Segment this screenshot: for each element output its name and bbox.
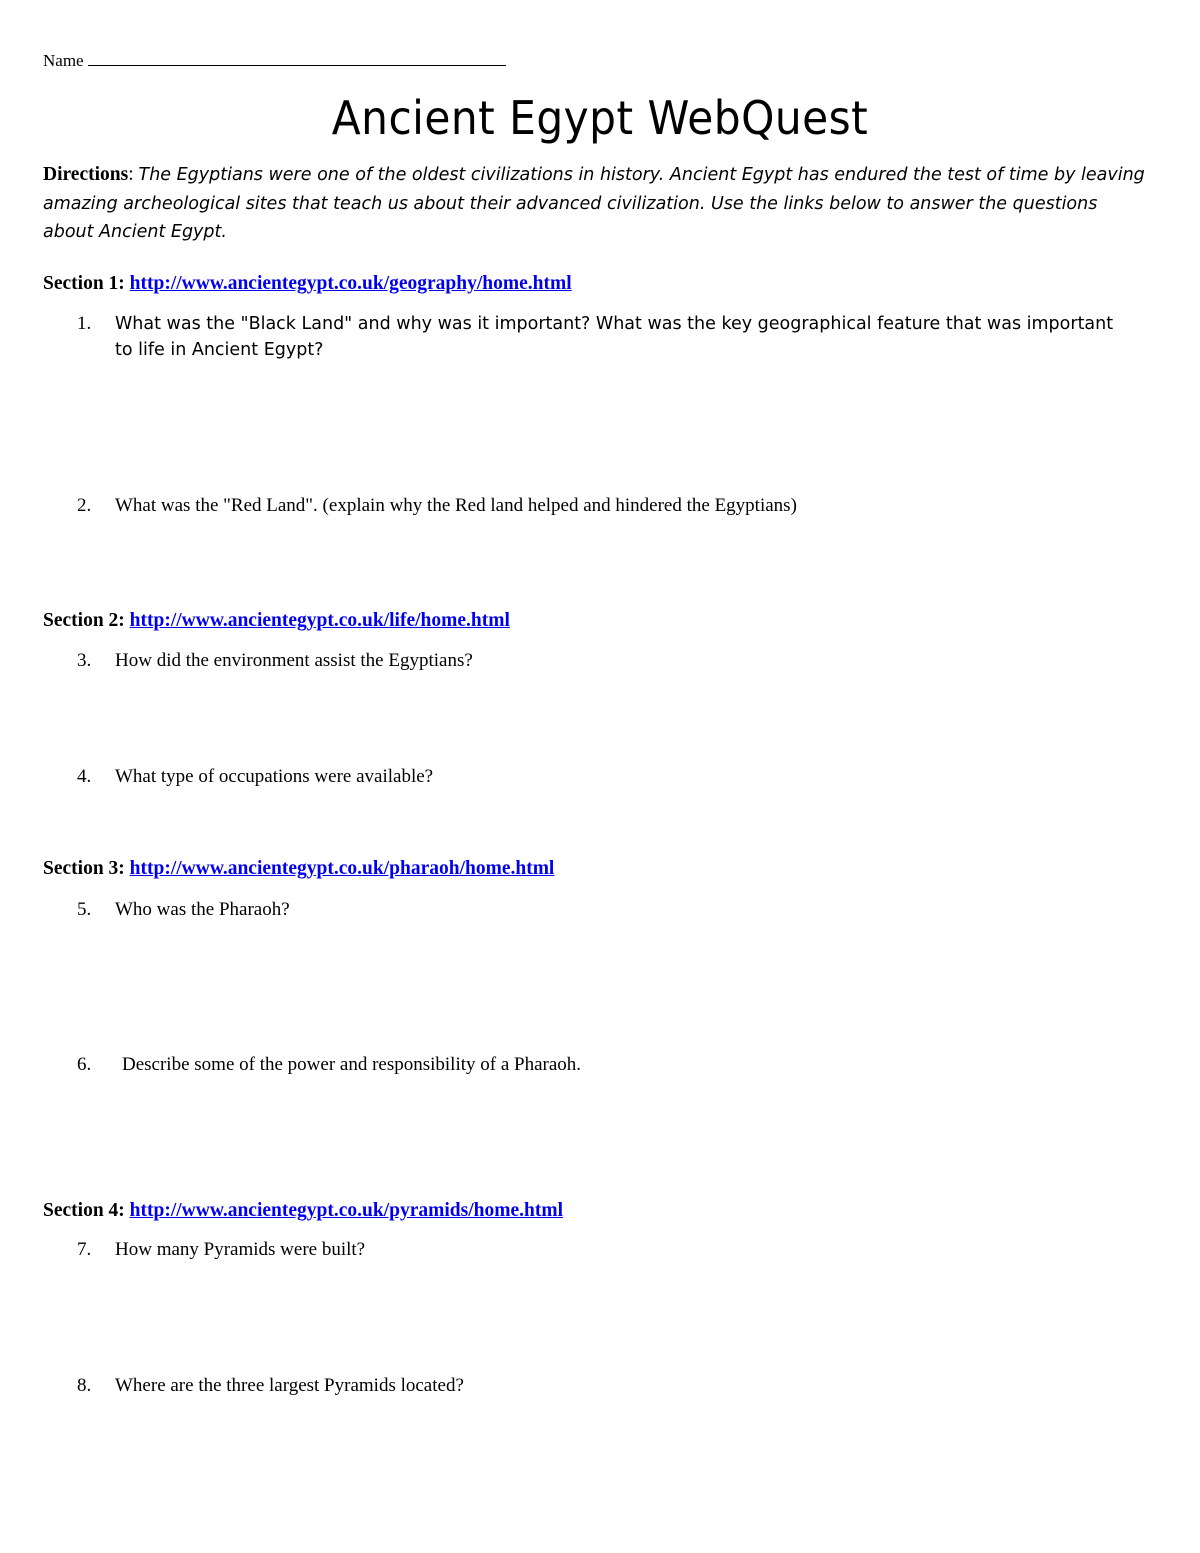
directions-colon: : — [128, 164, 134, 185]
section-1-heading — [43, 271, 572, 297]
section-2-link[interactable]: http://www.ancientegypt.co.uk/life/home.html — [129, 610, 510, 631]
question-1 — [77, 311, 1127, 363]
question-7 — [77, 1237, 1127, 1263]
section-4-heading — [43, 1198, 563, 1224]
question-number: 5. — [77, 899, 92, 920]
section-3-link[interactable]: http://www.ancientegypt.co.uk/pharaoh/home.html — [129, 858, 555, 879]
name-label: Name — [43, 51, 84, 70]
section-label: Section 3: — [43, 858, 125, 879]
page-title: Ancient Egypt WebQuest — [331, 91, 869, 145]
section-1-link[interactable]: http://www.ancientegypt.co.uk/geography/home.html — [129, 273, 572, 294]
question-number: 4. — [77, 766, 92, 787]
section-3-heading — [43, 856, 554, 882]
question-text: How did the environment assist the Egyptians? — [115, 650, 473, 671]
name-field-row — [43, 47, 506, 72]
name-blank-line[interactable] — [88, 47, 506, 66]
question-text: Who was the Pharaoh? — [115, 899, 290, 920]
directions-paragraph — [43, 161, 1153, 247]
question-5 — [77, 897, 1127, 923]
question-number: 2. — [77, 495, 92, 516]
question-4 — [77, 764, 1127, 790]
question-text: Where are the three largest Pyramids located? — [115, 1375, 464, 1396]
question-number: 6. — [77, 1054, 92, 1075]
question-text: What was the "Red Land". (explain why the Red land helped and hindered the Egyptians) — [115, 495, 797, 516]
question-2 — [77, 493, 1127, 519]
question-number: 3. — [77, 650, 92, 671]
question-8 — [77, 1373, 1127, 1399]
question-text: Describe some of the power and responsibility of a Pharaoh. — [122, 1054, 582, 1075]
section-label: Section 1: — [43, 273, 125, 294]
section-label: Section 4: — [43, 1200, 125, 1221]
directions-label: Directions — [43, 164, 129, 185]
question-text: How many Pyramids were built? — [115, 1239, 366, 1260]
directions-text: The Egyptians were one of the oldest civilizations in history. Ancient Egypt has endured the test of time by leaving amazing archeological sites that teach us about their advanced civilization. Use the links below to answer the questions about Ancient Egypt. — [43, 165, 1145, 242]
question-text: What type of occupations were available? — [115, 766, 434, 787]
question-6 — [77, 1052, 1127, 1078]
section-4-link[interactable]: http://www.ancientegypt.co.uk/pyramids/home.html — [129, 1200, 564, 1221]
question-number: 7. — [77, 1239, 92, 1260]
question-number: 8. — [77, 1375, 92, 1396]
question-text: What was the "Black Land" and why was it important? What was the key geographical feature that was important to life in Ancient Egypt? — [115, 314, 1114, 360]
section-label: Section 2: — [43, 610, 125, 631]
question-3 — [77, 648, 1127, 674]
question-number: 1. — [77, 313, 92, 334]
section-2-heading — [43, 608, 510, 634]
